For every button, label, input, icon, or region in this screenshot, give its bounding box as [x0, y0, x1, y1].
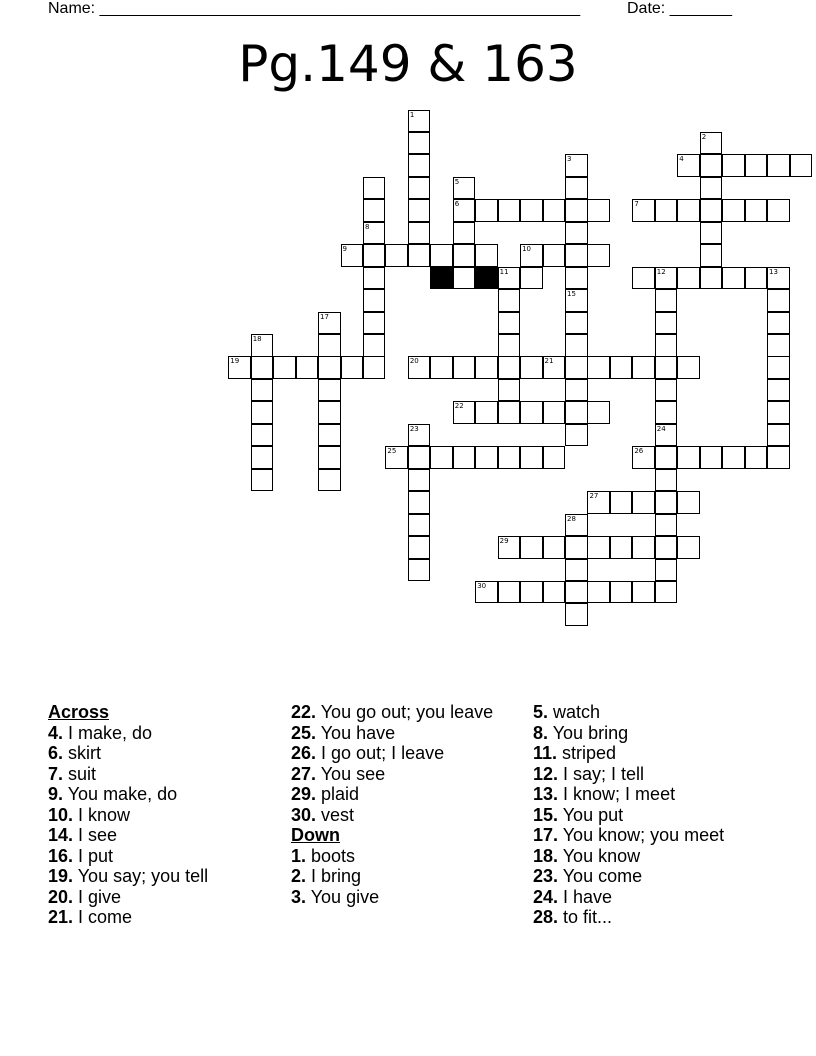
clue-number: 26 — [634, 447, 644, 456]
clue: 23. You come — [533, 866, 643, 886]
grid-cell[interactable] — [677, 267, 700, 290]
grid-cell[interactable] — [767, 446, 790, 469]
clue: 14. I see — [48, 825, 118, 845]
clue-number: 1 — [409, 110, 415, 119]
grid-cell[interactable] — [565, 154, 588, 177]
grid-cell[interactable] — [251, 469, 274, 492]
clue: 2. I bring — [291, 866, 362, 886]
grid-cell[interactable] — [318, 469, 341, 492]
grid-cell[interactable] — [453, 401, 476, 424]
grid-cell[interactable] — [318, 446, 341, 469]
grid-cell[interactable] — [587, 581, 610, 604]
grid-cell[interactable] — [251, 424, 274, 447]
clue-number: 8. — [533, 722, 549, 743]
grid-cell[interactable] — [453, 267, 476, 290]
clue-number: 8 — [364, 222, 370, 231]
clue-number: 6. — [48, 743, 64, 763]
grid-cell[interactable] — [408, 559, 431, 582]
grid-cell[interactable] — [587, 356, 610, 379]
grid-cell[interactable] — [700, 132, 723, 155]
grid-cell[interactable] — [565, 379, 588, 402]
clue-number: 28 — [567, 514, 576, 523]
grid-cell[interactable] — [632, 446, 655, 469]
grid-cell[interactable] — [565, 401, 588, 424]
clue-number: 14. — [48, 825, 74, 845]
clue-number: 17. — [533, 825, 559, 845]
grid-cell[interactable] — [318, 424, 341, 447]
grid-cell[interactable] — [655, 267, 678, 290]
grid-cell[interactable] — [408, 446, 431, 469]
grid-cell[interactable] — [655, 379, 678, 402]
grid-cell[interactable] — [453, 177, 476, 200]
clue: 18. You know — [533, 845, 641, 866]
grid-cell[interactable] — [767, 154, 790, 177]
grid-cell[interactable] — [610, 491, 633, 514]
clue: 13. I know; I meet — [533, 784, 676, 804]
grid-cell[interactable] — [655, 469, 678, 492]
clue-number: 5 — [454, 177, 460, 186]
clue-number: 15 — [567, 290, 576, 299]
grid-cell[interactable] — [408, 514, 431, 537]
clue: 4. I make, do — [48, 722, 153, 743]
page-title: Pg.149 & 163 — [238, 35, 578, 93]
grid-cell[interactable] — [251, 334, 274, 357]
grid-cell[interactable] — [565, 267, 588, 290]
grid-cell[interactable] — [565, 334, 588, 357]
grid-cell[interactable] — [767, 267, 790, 290]
grid-cell[interactable] — [677, 199, 700, 222]
clue-number: 18. — [533, 845, 559, 866]
grid-cell[interactable] — [498, 199, 521, 222]
grid-cell[interactable] — [677, 491, 700, 514]
grid-cell[interactable] — [565, 603, 588, 626]
clue: 19. You say; you tell — [48, 866, 209, 886]
grid-cell[interactable] — [498, 446, 521, 469]
grid-cell[interactable] — [587, 491, 610, 514]
clue-number: 27 — [589, 492, 599, 501]
clue: 29. plaid — [291, 784, 360, 804]
clue-number: 24. — [533, 886, 559, 907]
grid-cell[interactable] — [341, 356, 364, 379]
clue-number: 11 — [499, 267, 509, 276]
grid-cell[interactable] — [655, 289, 678, 312]
clue-number: 29 — [499, 537, 509, 546]
grid-cell[interactable] — [251, 446, 274, 469]
grid-cell[interactable] — [296, 356, 319, 379]
grid-cell[interactable] — [565, 514, 588, 537]
clue-number: 25. — [291, 722, 317, 743]
grid-cell[interactable] — [543, 536, 566, 559]
grid-cell[interactable] — [700, 177, 723, 200]
grid-cell[interactable] — [767, 401, 790, 424]
grid-cell[interactable] — [363, 334, 386, 357]
clue-number: 2. — [291, 866, 307, 886]
grid-cell[interactable] — [655, 334, 678, 357]
grid-cell[interactable] — [565, 222, 588, 245]
grid-cell[interactable] — [543, 199, 566, 222]
grid-cell[interactable] — [385, 446, 408, 469]
grid-cell[interactable] — [632, 267, 655, 290]
grid-cell[interactable] — [430, 446, 453, 469]
grid-cell[interactable] — [565, 559, 588, 582]
grid-cell[interactable] — [318, 312, 341, 335]
grid-cell[interactable] — [251, 379, 274, 402]
grid-cell[interactable] — [565, 312, 588, 335]
grid-cell[interactable] — [363, 267, 386, 290]
grid-cell[interactable] — [408, 222, 431, 245]
grid-cell[interactable] — [543, 581, 566, 604]
clue-number: 10. — [48, 804, 74, 825]
grid-cell[interactable] — [430, 244, 453, 267]
grid-cell[interactable] — [745, 154, 768, 177]
grid-cell[interactable] — [498, 289, 521, 312]
grid-cell[interactable] — [408, 356, 431, 379]
grid-cell[interactable] — [498, 334, 521, 357]
grid-cell[interactable] — [677, 154, 700, 177]
grid-cell[interactable] — [520, 267, 543, 290]
clue-heading: Down — [291, 825, 340, 845]
grid-cell[interactable] — [790, 154, 813, 177]
clue: 8. You bring — [533, 722, 629, 743]
grid-cell[interactable] — [677, 446, 700, 469]
grid-cell[interactable] — [565, 356, 588, 379]
clue: 1. boots — [291, 845, 356, 866]
clue: 9. You make, do — [48, 784, 178, 804]
grid-cell[interactable] — [520, 401, 543, 424]
clue-number: 15. — [533, 804, 559, 825]
grid-cell[interactable] — [520, 356, 543, 379]
grid-cell[interactable] — [745, 267, 768, 290]
grid-cell[interactable] — [700, 199, 723, 222]
clue-number: 3 — [567, 155, 572, 164]
grid-cell[interactable] — [565, 177, 588, 200]
grid-cell[interactable] — [722, 267, 745, 290]
clue-number: 7. — [48, 763, 64, 784]
grid-cell[interactable] — [632, 581, 655, 604]
clue-number: 9. — [48, 784, 64, 804]
clue: 25. You have — [291, 722, 396, 743]
clue-number: 9 — [342, 245, 347, 254]
clue-number: 7 — [634, 200, 639, 209]
grid-cell[interactable] — [498, 536, 521, 559]
clue-number: 20 — [409, 357, 419, 366]
grid-cell[interactable] — [543, 244, 566, 267]
grid-cell[interactable] — [767, 312, 790, 335]
clue-number: 17 — [320, 312, 329, 321]
grid-cell[interactable] — [520, 199, 543, 222]
grid-cell[interactable] — [363, 289, 386, 312]
grid-cell[interactable] — [677, 536, 700, 559]
grid-cell[interactable] — [632, 536, 655, 559]
grid-cell[interactable] — [520, 581, 543, 604]
grid-cell[interactable] — [655, 424, 678, 447]
grid-cell[interactable] — [767, 289, 790, 312]
grid-cell[interactable] — [565, 536, 588, 559]
clue: 7. suit — [48, 763, 97, 784]
grid-cell[interactable] — [520, 446, 543, 469]
grid-cell[interactable] — [408, 154, 431, 177]
clue-number: 13. — [533, 784, 559, 804]
grid-cell[interactable] — [722, 199, 745, 222]
grid-cell[interactable] — [475, 401, 498, 424]
clue: 28. to fit... — [533, 907, 613, 927]
grid-cell[interactable] — [363, 356, 386, 379]
clue: 15. You put — [533, 804, 624, 825]
grid-cell[interactable] — [767, 199, 790, 222]
grid-cell[interactable] — [655, 312, 678, 335]
black-cell — [430, 267, 453, 290]
grid-cell[interactable] — [745, 199, 768, 222]
grid-cell[interactable] — [341, 244, 364, 267]
grid-cell[interactable] — [363, 177, 386, 200]
grid-cell[interactable] — [408, 536, 431, 559]
grid-cell[interactable] — [767, 334, 790, 357]
grid-cell[interactable] — [318, 379, 341, 402]
grid-cell[interactable] — [655, 491, 678, 514]
grid-cell[interactable] — [677, 356, 700, 379]
clue: 30. vest — [291, 804, 355, 825]
clue-number: 30 — [477, 581, 487, 590]
grid-cell[interactable] — [251, 356, 274, 379]
clue: 6. skirt — [48, 743, 102, 763]
clue-number: 27. — [291, 763, 317, 784]
grid-cell[interactable] — [700, 154, 723, 177]
grid-cell[interactable] — [655, 536, 678, 559]
clue-number: 23 — [409, 424, 419, 433]
clue-number: 2 — [701, 132, 707, 141]
clue: 16. I put — [48, 845, 114, 866]
grid-cell[interactable] — [655, 199, 678, 222]
date-label: Date: _______ — [627, 0, 732, 17]
clue-number: 3. — [291, 886, 307, 907]
clue: 24. I have — [533, 886, 613, 907]
grid-cell[interactable] — [498, 267, 521, 290]
grid-cell[interactable] — [700, 222, 723, 245]
name-label: Name: ______________________________________________________ — [48, 0, 581, 17]
clue-number: 21 — [544, 357, 554, 366]
grid-cell[interactable] — [610, 536, 633, 559]
black-cell — [475, 267, 498, 290]
clue-number: 29. — [291, 784, 317, 804]
grid-cell[interactable] — [565, 581, 588, 604]
clue-number: 18 — [252, 335, 262, 343]
clue: 5. watch — [533, 702, 601, 722]
grid-cell[interactable] — [430, 356, 453, 379]
grid-cell[interactable] — [408, 491, 431, 514]
grid-cell[interactable] — [543, 446, 566, 469]
grid-cell[interactable] — [228, 356, 251, 379]
grid-cell[interactable] — [453, 199, 476, 222]
clue-number: 25 — [387, 447, 397, 456]
clue: 26. I go out; I leave — [291, 743, 445, 763]
grid-cell[interactable] — [475, 356, 498, 379]
clue-number: 24 — [656, 424, 666, 433]
clue-number: 6 — [454, 200, 460, 209]
grid-cell[interactable] — [453, 356, 476, 379]
grid-cell[interactable] — [767, 379, 790, 402]
grid-cell[interactable] — [722, 446, 745, 469]
grid-cell[interactable] — [498, 312, 521, 335]
grid-cell[interactable] — [475, 446, 498, 469]
clue-number: 16. — [48, 845, 74, 866]
grid-cell[interactable] — [318, 334, 341, 357]
grid-cell[interactable] — [385, 244, 408, 267]
grid-cell[interactable] — [587, 199, 610, 222]
grid-cell[interactable] — [363, 222, 386, 245]
clue-column-1 — [48, 702, 280, 928]
grid-cell[interactable] — [363, 199, 386, 222]
grid-cell[interactable] — [408, 244, 431, 267]
grid-cell[interactable] — [251, 401, 274, 424]
grid-cell[interactable] — [408, 199, 431, 222]
grid-cell[interactable] — [767, 424, 790, 447]
grid-cell[interactable] — [587, 536, 610, 559]
grid-cell[interactable] — [475, 244, 498, 267]
grid-cell[interactable] — [700, 244, 723, 267]
grid-cell[interactable] — [722, 154, 745, 177]
clue-column-3 — [533, 702, 765, 928]
grid-cell[interactable] — [408, 469, 431, 492]
clue-number: 12 — [656, 267, 666, 276]
grid-cell[interactable] — [610, 356, 633, 379]
clue-number: 4. — [48, 722, 64, 743]
grid-cell[interactable] — [453, 446, 476, 469]
grid-cell[interactable] — [318, 356, 341, 379]
grid-cell[interactable] — [610, 581, 633, 604]
grid-cell[interactable] — [655, 356, 678, 379]
grid-cell[interactable] — [363, 312, 386, 335]
grid-cell[interactable] — [655, 581, 678, 604]
grid-cell[interactable] — [453, 222, 476, 245]
grid-cell[interactable] — [408, 110, 431, 133]
grid-cell[interactable] — [655, 401, 678, 424]
grid-cell[interactable] — [363, 244, 386, 267]
grid-cell[interactable] — [453, 244, 476, 267]
grid-cell[interactable] — [408, 132, 431, 155]
grid-cell[interactable] — [318, 401, 341, 424]
clue: 10. I know — [48, 804, 131, 825]
grid-cell[interactable] — [498, 401, 521, 424]
clue-number: 11. — [533, 743, 558, 763]
grid-cell[interactable] — [475, 199, 498, 222]
grid-cell[interactable] — [655, 514, 678, 537]
grid-cell[interactable] — [520, 536, 543, 559]
grid-cell[interactable] — [565, 289, 588, 312]
grid-cell[interactable] — [520, 244, 543, 267]
grid-cell[interactable] — [498, 379, 521, 402]
clue: 22. You go out; you leave — [291, 702, 494, 722]
grid-cell[interactable] — [587, 401, 610, 424]
grid-cell[interactable] — [543, 401, 566, 424]
clue: 27. You see — [291, 763, 386, 784]
grid-cell[interactable] — [745, 446, 768, 469]
grid-cell[interactable] — [565, 244, 588, 267]
clue: 21. I come — [48, 907, 133, 927]
clue-number: 19 — [230, 357, 240, 366]
grid-cell[interactable] — [632, 356, 655, 379]
grid-cell[interactable] — [543, 356, 566, 379]
clue-number: 12. — [533, 763, 559, 784]
grid-cell[interactable] — [700, 446, 723, 469]
grid-cell[interactable] — [767, 356, 790, 379]
clue: 17. You know; you meet — [533, 825, 725, 845]
grid-cell[interactable] — [498, 356, 521, 379]
clue-heading: Across — [48, 702, 110, 722]
clue-number: 20. — [48, 886, 74, 907]
grid-cell[interactable] — [475, 581, 498, 604]
clue-column-2 — [291, 702, 523, 907]
clue-number: 13 — [769, 267, 778, 276]
grid-cell[interactable] — [655, 559, 678, 582]
grid-cell[interactable] — [498, 581, 521, 604]
grid-cell[interactable] — [587, 244, 610, 267]
clue-number: 5. — [533, 702, 549, 722]
clue-number: 22 — [454, 402, 464, 411]
clue-number: 26. — [291, 743, 317, 763]
clue-number: 22. — [291, 702, 317, 722]
grid-cell[interactable] — [565, 424, 588, 447]
grid-cell[interactable] — [632, 199, 655, 222]
clue: 3. You give — [291, 886, 380, 907]
grid-cell[interactable] — [700, 267, 723, 290]
grid-cell[interactable] — [408, 177, 431, 200]
grid-cell[interactable] — [273, 356, 296, 379]
clue: 12. I say; I tell — [533, 763, 645, 784]
grid-cell[interactable] — [655, 446, 678, 469]
grid-cell[interactable] — [632, 491, 655, 514]
clue-number: 23. — [533, 866, 559, 886]
clue: 20. I give — [48, 886, 122, 907]
clue-number: 4 — [679, 155, 684, 164]
grid-cell[interactable] — [408, 424, 431, 447]
clue: 11. striped — [533, 743, 617, 763]
clue-number: 19. — [48, 866, 74, 886]
clue-number: 1. — [291, 845, 307, 866]
grid-cell[interactable] — [565, 199, 588, 222]
clue-number: 28. — [533, 907, 559, 927]
clue-number: 30. — [291, 804, 317, 825]
clue-number: 21. — [48, 907, 74, 927]
clue-number: 10 — [522, 245, 532, 254]
